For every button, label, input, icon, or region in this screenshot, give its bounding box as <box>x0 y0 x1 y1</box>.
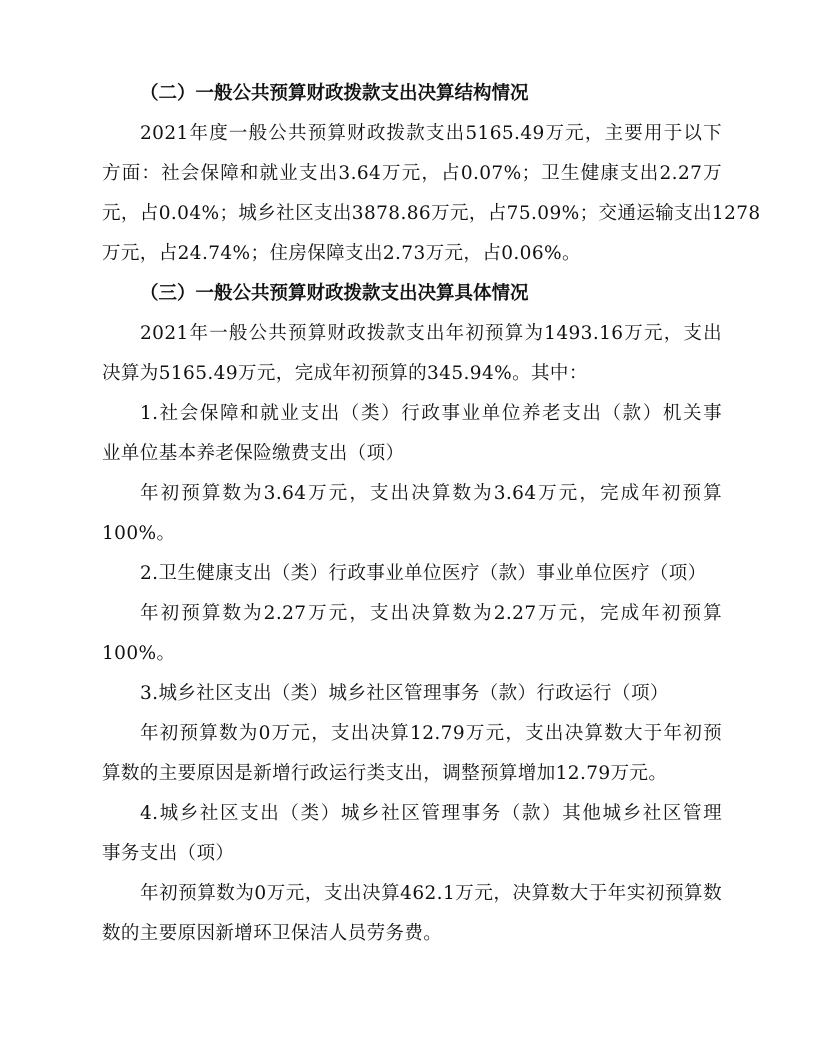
item-3-body-line-1: 年初预算数为0万元，支出决算12.79万元，支出决算数大于年初预 <box>140 723 722 744</box>
item-1-title-line-1: 1.社会保障和就业支出（类）行政事业单位养老支出（款）机关事 <box>140 403 722 424</box>
section-2-line-3: 元，占0.04%；城乡社区支出3878.86万元，占75.09%；交通运输支出1278 <box>102 203 761 224</box>
section-2-heading: （二）一般公共预算财政拨款支出决算结构情况 <box>140 83 529 104</box>
item-1-title-line-2: 业单位基本养老保险缴费支出（项） <box>102 443 405 464</box>
item-4-body-line-2: 数的主要原因新增环卫保洁人员劳务费。 <box>102 923 443 944</box>
section-2-line-2: 方面：社会保障和就业支出3.64万元，占0.07%；卫生健康支出2.27万 <box>102 163 722 184</box>
item-2-body-line-2: 100%。 <box>102 643 176 664</box>
item-3-body-line-2: 算数的主要原因是新增行政运行类支出，调整预算增加12.79万元。 <box>102 763 668 784</box>
item-3-title-line-1: 3.城乡社区支出（类）城乡社区管理事务（款）行政运行（项） <box>140 683 669 704</box>
item-1-body-line-2: 100%。 <box>102 523 176 544</box>
item-1-body-line-1: 年初预算数为3.64万元，支出决算数为3.64万元，完成年初预算 <box>140 483 722 504</box>
section-3-intro-line-2: 决算为5165.49万元，完成年初预算的345.94%。其中： <box>102 363 588 384</box>
section-2-line-1: 2021年度一般公共预算财政拨款支出5165.49万元，主要用于以下 <box>140 123 722 144</box>
item-4-body-line-1: 年初预算数为0万元，支出决算462.1万元，决算数大于年实初预算数 <box>140 883 722 904</box>
section-3-heading: （三）一般公共预算财政拨款支出决算具体情况 <box>140 283 529 304</box>
section-2-line-4: 万元，占24.74%；住房保障支出2.73万元，占0.06%。 <box>102 243 581 264</box>
section-3-intro-line-1: 2021年一般公共预算财政拨款支出年初预算为1493.16万元，支出 <box>140 323 722 344</box>
item-4-title-line-2: 事务支出（项） <box>102 843 235 864</box>
item-2-title-line-1: 2.卫生健康支出（类）行政事业单位医疗（款）事业单位医疗（项） <box>140 563 707 584</box>
item-2-body-line-1: 年初预算数为2.27万元，支出决算数为2.27万元，完成年初预算 <box>140 603 722 624</box>
item-4-title-line-1: 4.城乡社区支出（类）城乡社区管理事务（款）其他城乡社区管理 <box>140 803 722 824</box>
document-page <box>102 74 761 954</box>
